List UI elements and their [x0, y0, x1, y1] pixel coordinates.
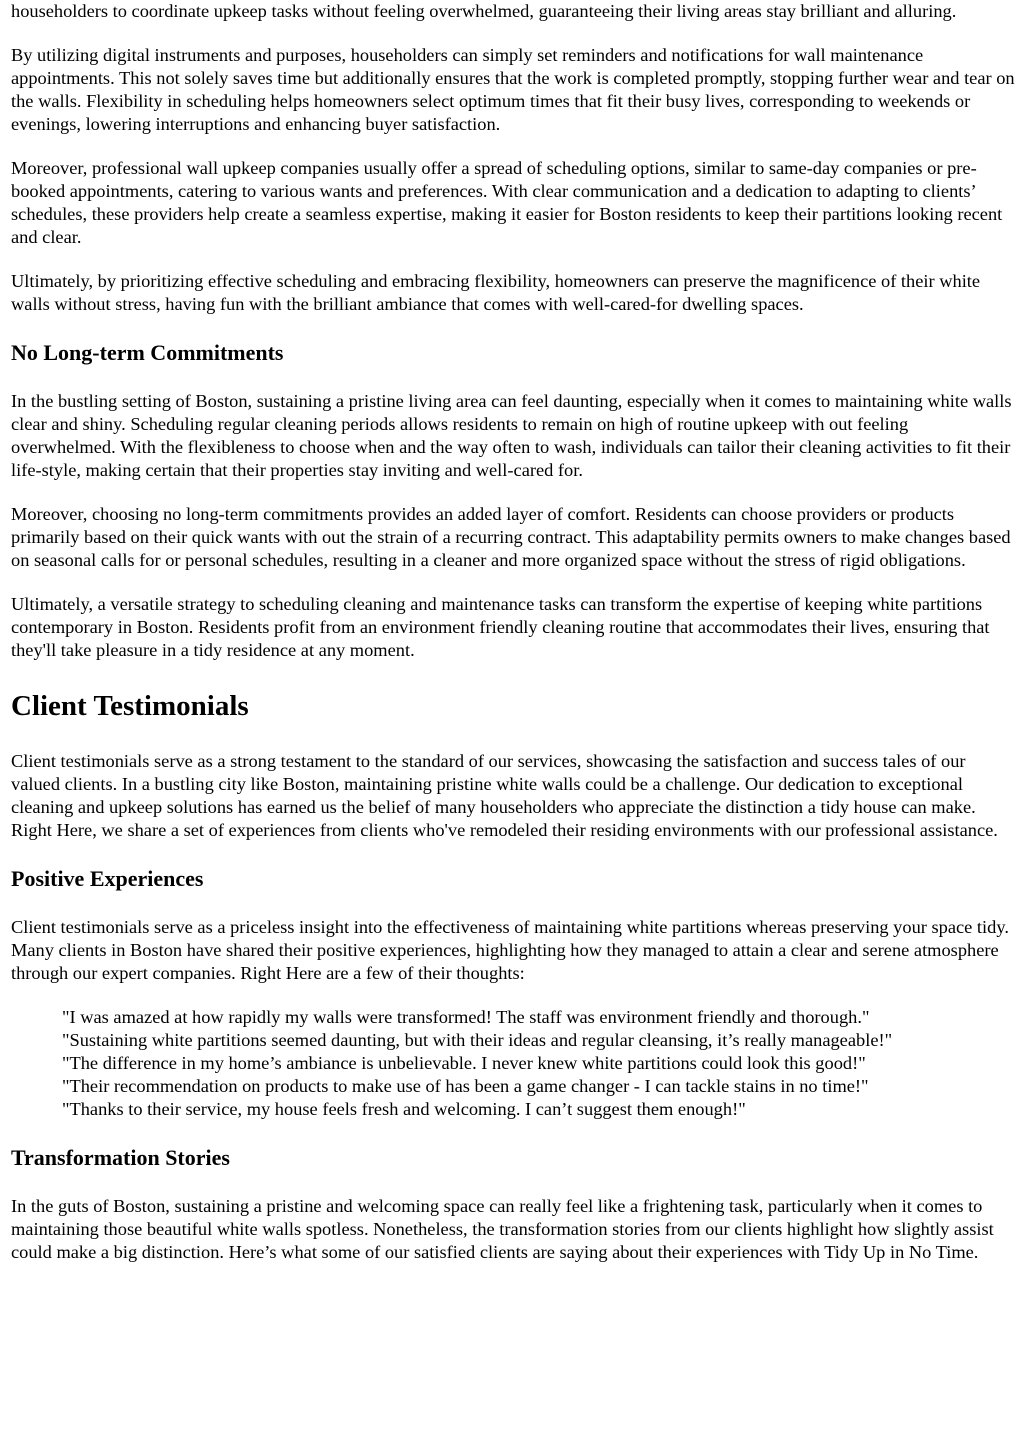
intro-paragraph: By utilizing digital instruments and purposes, householders can simply set reminders and notifications for wall maintenance appointments. This not solely saves time but additionally ensures that the work is completed promptly, stopping further wear and tear on the walls. Flexibility in scheduling helps homeowners select optimum times that fit their busy lives, corresponding to weekends or evenings, lowering interruptions and enhancing buyer satisfaction.	[11, 45, 1015, 134]
positive-experiences-section	[11, 866, 1016, 1121]
intro-paragraph: householders to coordinate upkeep tasks without feeling overwhelmed, guaranteeing their living areas stay brilliant and alluring.	[11, 1, 957, 21]
transformation-stories-paragraph: In the guts of Boston, sustaining a pristine and welcoming space can really feel like a frightening task, particularly when it comes to maintaining those beautiful white walls spotless. Nonetheless, the transformation stories from our clients highlight how slightly assist could make a big distinction. Here’s what some of our satisfied clients are saying about their experiences with Tidy Up in No Time.	[11, 1196, 994, 1262]
client-testimonials-paragraph: Client testimonials serve as a strong testament to the standard of our services, showcasing the satisfaction and success tales of our valued clients. In a bustling city like Boston, maintaining pristine white walls could be a challenge. Our dedication to exceptional cleaning and upkeep solutions has earned us the belief of many householders who appreciate the distinction a tidy house can make. Right Here, we share a set of experiences from clients who've remodeled their residing environments with our professional assistance.	[11, 751, 998, 840]
no-long-term-heading: No Long-term Commitments	[11, 340, 284, 365]
testimonial-quote: "Sustaining white partitions seemed daunting, but with their ideas and regular cleansing, it’s really manageable!"	[62, 1030, 893, 1050]
client-testimonials-heading: Client Testimonials	[11, 690, 249, 722]
testimonial-quote-list	[11, 1006, 1016, 1121]
testimonial-quote: "I was amazed at how rapidly my walls were transformed! The staff was environment friendly and thorough."	[62, 1007, 870, 1027]
no-long-term-paragraph: In the bustling setting of Boston, sustaining a pristine living area can feel daunting, especially when it comes to maintaining white walls clear and shiny. Scheduling regular cleaning periods allows residents to remain on high of routine upkeep with out feeling overwhelmed. With the flexibleness to choose when and the way often to wash, individuals can tailor their cleaning activities to fit their life-style, making certain that their properties stay inviting and well-cared for.	[11, 391, 1012, 480]
intro-paragraph: Moreover, professional wall upkeep companies usually offer a spread of scheduling options, similar to same-day companies or pre-booked appointments, catering to various wants and preferences. With clear communication and a dedication to adapting to clients’ schedules, these providers help create a seamless expertise, making it easier for Boston residents to keep their partitions looking recent and clear.	[11, 158, 1003, 247]
positive-experiences-paragraph: Client testimonials serve as a priceless insight into the effectiveness of maintaining white partitions whereas preserving your space tidy. Many clients in Boston have shared their positive experiences, highlighting how they managed to attain a clear and serene atmosphere through our expert companies. Right Here are a few of their thoughts:	[11, 917, 1009, 983]
no-long-term-paragraph: Moreover, choosing no long-term commitments provides an added layer of comfort. Residents can choose providers or products primarily based on their quick wants with out the strain of a recurring contract. This adaptability permits owners to make changes based on seasonal calls for or personal schedules, resulting in a cleaner and more organized space without the stress of rigid obligations.	[11, 504, 1011, 570]
no-long-term-paragraph: Ultimately, a versatile strategy to scheduling cleaning and maintenance tasks can transform the expertise of keeping white partitions contemporary in Boston. Residents profit from an environment friendly cleaning routine that accommodates their lives, ensuring that they'll take pleasure in a tidy residence at any moment.	[11, 594, 990, 660]
testimonial-quote: "Thanks to their service, my house feels fresh and welcoming. I can’t suggest them enough!"	[62, 1099, 746, 1119]
intro-paragraph: Ultimately, by prioritizing effective scheduling and embracing flexibility, homeowners can preserve the magnificence of their white walls without stress, having fun with the brilliant ambiance that comes with well-cared-for dwelling spaces.	[11, 271, 981, 314]
intro-section	[11, 0, 1016, 316]
testimonial-quote: "The difference in my home’s ambiance is unbelievable. I never knew white partitions could look this good!"	[62, 1053, 866, 1073]
client-testimonials-section	[11, 689, 1016, 842]
no-long-term-section	[11, 340, 1016, 662]
transformation-stories-heading: Transformation Stories	[11, 1145, 230, 1170]
testimonial-quote: "Their recommendation on products to make use of has been a game changer - I can tackle stains in no time!"	[62, 1076, 869, 1096]
positive-experiences-heading: Positive Experiences	[11, 866, 204, 891]
transformation-stories-section	[11, 1145, 1016, 1264]
